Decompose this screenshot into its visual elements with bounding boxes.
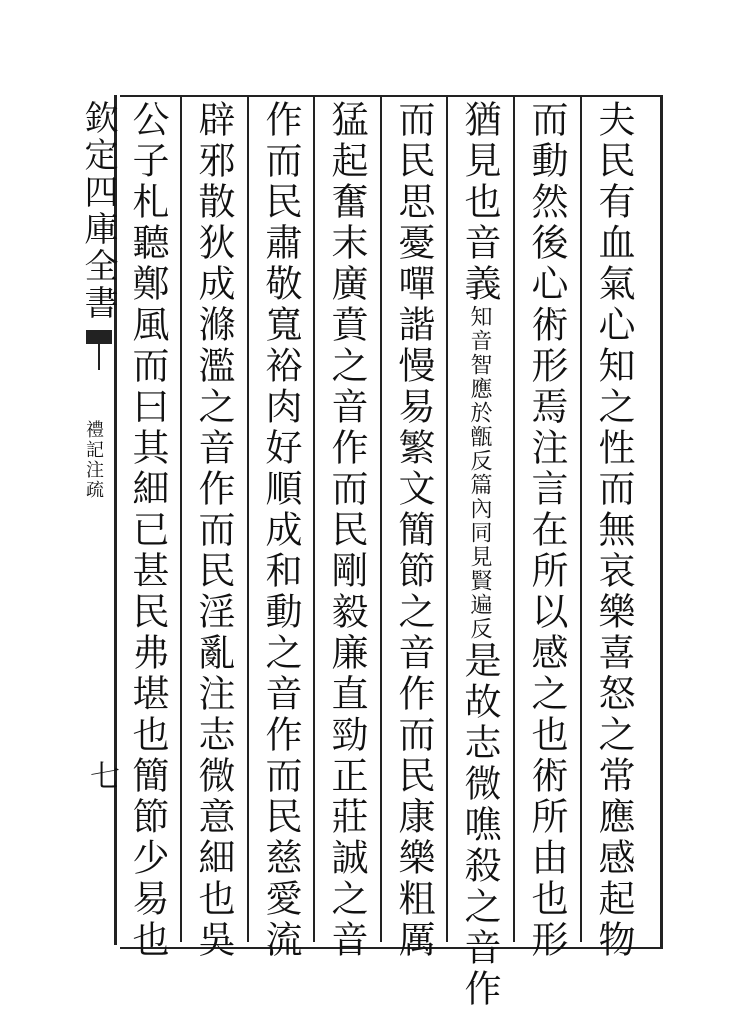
book-title: 欽定四庫全書 <box>78 100 118 322</box>
text-column-8: 公子札聽鄭風而曰其細已甚民弗堪也簡節少易也 <box>126 100 169 961</box>
page-number: 七 <box>84 760 119 790</box>
column-rule <box>446 97 448 942</box>
text-column-5: 猛起奮末廣賁之音作而民剛毅廉直勁正莊誠之音 <box>325 100 368 961</box>
column-3-text-b: 是故志微噍殺之音作 <box>458 641 501 1010</box>
column-3-text-a: 猶見也音義 <box>458 100 501 305</box>
text-column-2: 而動然後心術形焉注言在所以感之也術所由也形 <box>525 100 568 961</box>
column-rule <box>247 97 249 942</box>
column-rule <box>313 97 315 942</box>
column-rule <box>580 97 582 942</box>
column-rule <box>180 97 182 942</box>
fish-tail-mark-icon <box>86 330 112 370</box>
text-column-7: 辟邪散狄成滌濫之音作而民淫亂注志微意細也吳 <box>192 100 235 961</box>
column-rule <box>513 97 515 942</box>
text-column-6: 作而民肅敬寬裕肉好順成和動之音作而民慈愛流 <box>259 100 302 961</box>
column-3-annotation: 知音智應於甑反篇內同見賢遍反 <box>467 305 492 641</box>
column-rule <box>380 97 382 942</box>
section-title: 禮記注疏 <box>83 420 104 500</box>
text-column-1: 夫民有血氣心知之性而無哀樂喜怒之常應感起物 <box>592 100 635 961</box>
text-column-3 <box>457 100 501 1010</box>
text-column-4: 而民思憂嘽諧慢易繁文簡節之音作而民康樂粗厲 <box>392 100 435 961</box>
